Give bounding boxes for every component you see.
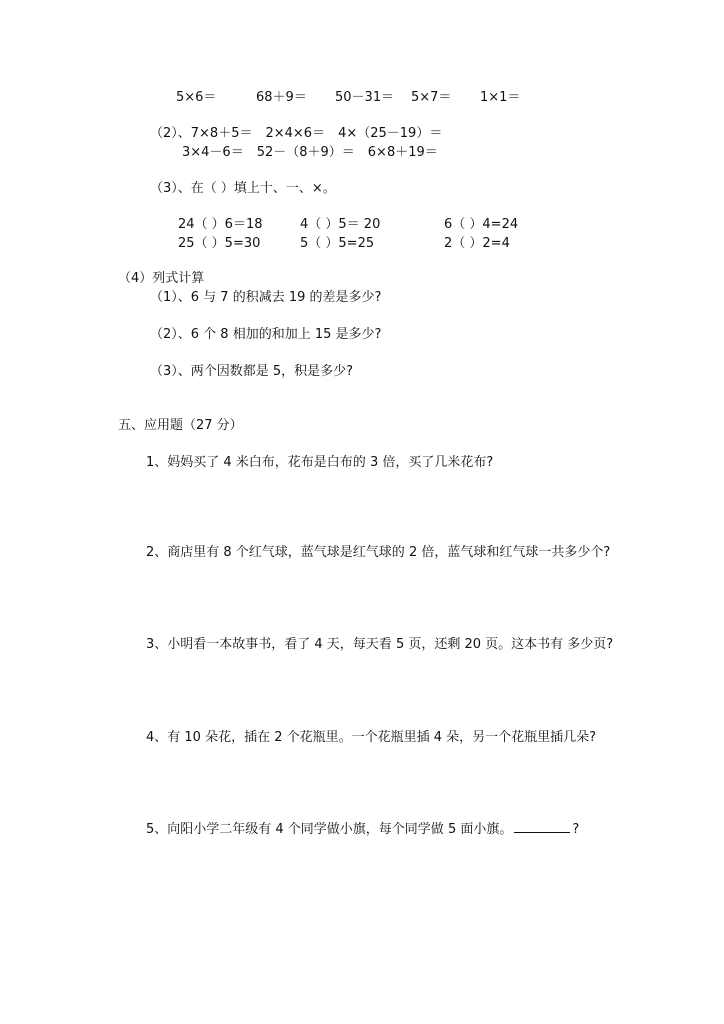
part3-row2-item1: 25（ ）5=30: [178, 236, 261, 251]
problem-4: 4、有 10 朵花，插在 2 个花瓶里。一个花瓶里插 4 朵，另一个花瓶里插几朵?: [146, 730, 597, 745]
answer-blank[interactable]: [514, 820, 570, 833]
part2-line2: 3×4－6＝ 52－（8＋9）＝ 6×8＋19＝: [182, 145, 438, 160]
part4-item1: （1）、6 与 7 的积减去 19 的差是多少?: [150, 290, 382, 305]
part3-row1-item2: 4（ ）5＝ 20: [300, 217, 381, 232]
problem-3: 3、小明看一本故事书，看了 4 天，每天看 5 页，还剩 20 页。这本书有 多少页?: [146, 637, 614, 652]
arith-row1-item5: 1×1＝: [480, 90, 521, 105]
part4-item2: （2）、6 个 8 相加的和加上 15 是多少?: [150, 327, 382, 342]
part3-row1-item3: 6（ ）4=24: [444, 217, 519, 232]
section5-title: 五、应用题（27 分）: [118, 418, 243, 433]
problem-5: [146, 820, 579, 838]
arith-row1-item3: 50－31＝: [335, 90, 395, 105]
part3-row2-item2: 5（ ）5=25: [300, 236, 375, 251]
problem-5-text: 5、向阳小学二年级有 4 个同学做小旗，每个同学做 5 面小旗。: [146, 822, 513, 837]
part2-line1: （2）、7×8＋5＝ 2×4×6＝ 4×（25－19）＝: [150, 126, 443, 141]
part4-title: （4）列式计算: [118, 271, 205, 286]
part3-row2-item3: 2（ ）2=4: [444, 236, 510, 251]
part3-title: （3）、在（ ）填上十、一、×。: [150, 181, 336, 196]
problem-2: 2、商店里有 8 个红气球，蓝气球是红气球的 2 倍，蓝气球和红气球一共多少个?: [146, 545, 611, 560]
part4-item3: （3）、两个因数都是 5，积是多少?: [150, 364, 354, 379]
problem-1: 1、妈妈买了 4 米白布，花布是白布的 3 倍，买了几米花布?: [146, 455, 494, 470]
arith-row1-item2: 68＋9＝: [256, 90, 307, 105]
arith-row1-item1: 5×6＝: [176, 90, 217, 105]
part3-row1-item1: 24（ ）6＝18: [178, 217, 263, 232]
arith-row1-item4: 5×7＝: [411, 90, 452, 105]
problem-5-end: ?: [572, 822, 580, 837]
